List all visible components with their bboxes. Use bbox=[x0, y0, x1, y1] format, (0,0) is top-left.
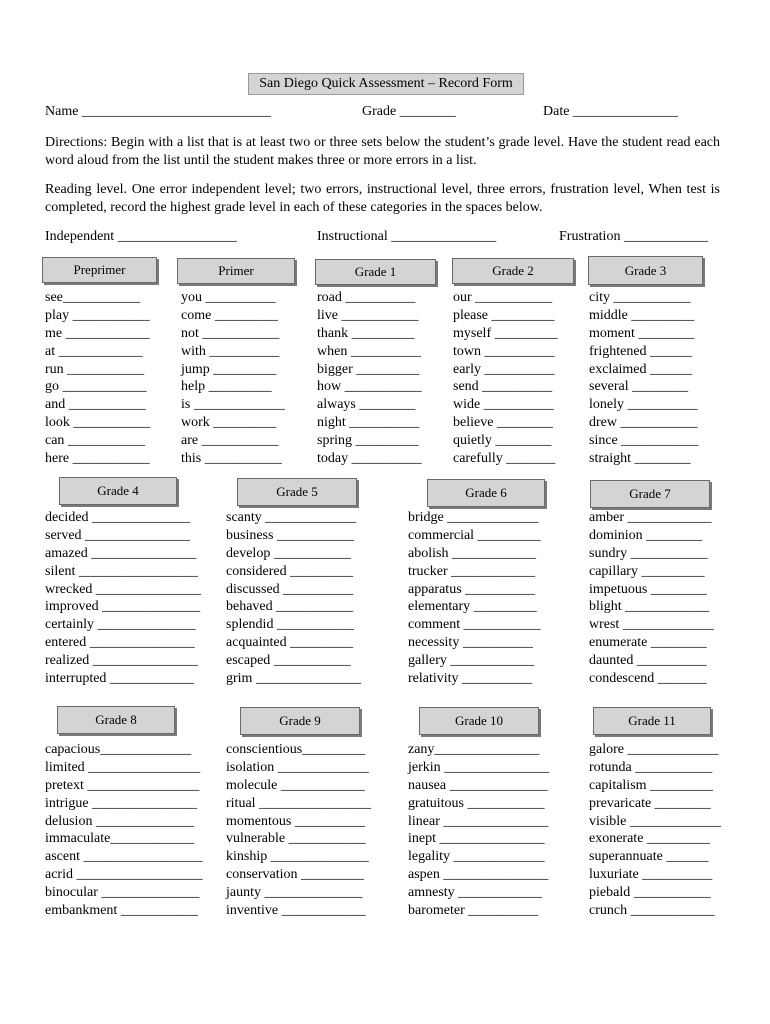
word-item[interactable]: linear _______________ bbox=[408, 813, 549, 829]
word-list-grade-9 bbox=[226, 741, 371, 920]
word-item[interactable]: work _________ bbox=[181, 415, 277, 431]
list-label-preprimer: Preprimer bbox=[42, 257, 157, 283]
grade-field[interactable]: Grade ________ bbox=[362, 104, 456, 119]
word-item[interactable]: gallery ____________ bbox=[408, 653, 535, 669]
word-item[interactable]: dominion ________ bbox=[589, 527, 703, 543]
word-item[interactable]: go ____________ bbox=[45, 379, 147, 395]
independent-field[interactable]: Independent _________________ bbox=[45, 229, 237, 244]
word-item[interactable]: acquainted _________ bbox=[226, 635, 354, 651]
word-item[interactable]: binocular ______________ bbox=[45, 885, 200, 901]
word-item[interactable]: inventive ____________ bbox=[226, 903, 366, 919]
word-item[interactable]: momentous __________ bbox=[226, 813, 365, 829]
word-item[interactable]: discussed __________ bbox=[226, 581, 354, 597]
list-label-grade-3: Grade 3 bbox=[588, 256, 703, 285]
word-item[interactable]: visible _____________ bbox=[589, 813, 721, 829]
word-item[interactable]: condescend _______ bbox=[589, 671, 707, 687]
word-item[interactable]: limited ________________ bbox=[45, 759, 201, 775]
word-item[interactable]: spring _________ bbox=[317, 433, 419, 449]
word-item[interactable]: nausea ______________ bbox=[408, 777, 548, 793]
word-item[interactable]: trucker ____________ bbox=[408, 563, 536, 579]
list-label-grade-10: Grade 10 bbox=[419, 707, 539, 735]
word-item[interactable]: can ___________ bbox=[45, 433, 145, 449]
word-item[interactable]: myself _________ bbox=[453, 325, 558, 341]
word-item[interactable]: live ___________ bbox=[317, 307, 419, 323]
word-item[interactable]: pretext ________________ bbox=[45, 777, 200, 793]
word-item[interactable]: see___________ bbox=[45, 290, 140, 305]
list-label-primer: Primer bbox=[177, 258, 295, 284]
word-list-grade-1 bbox=[317, 289, 422, 468]
word-item[interactable]: you __________ bbox=[181, 290, 276, 305]
word-list-primer bbox=[181, 289, 285, 468]
word-item[interactable]: apparatus __________ bbox=[408, 581, 536, 597]
word-item[interactable]: when __________ bbox=[317, 343, 421, 359]
word-item[interactable]: wrecked _______________ bbox=[45, 581, 201, 597]
word-item[interactable]: interrupted ____________ bbox=[45, 671, 194, 687]
word-item[interactable]: impetuous ________ bbox=[589, 581, 707, 597]
word-item[interactable]: are ___________ bbox=[181, 433, 279, 449]
word-item[interactable]: help _________ bbox=[181, 379, 272, 395]
name-field[interactable]: Name ___________________________ bbox=[45, 104, 271, 119]
word-item[interactable]: entered _______________ bbox=[45, 635, 195, 651]
word-item[interactable]: zany_______________ bbox=[408, 742, 540, 757]
word-item[interactable]: several ________ bbox=[589, 379, 689, 395]
word-item[interactable]: since ___________ bbox=[589, 433, 699, 449]
list-label-grade-7: Grade 7 bbox=[590, 480, 710, 508]
word-item[interactable]: improved ______________ bbox=[45, 599, 201, 615]
date-field[interactable]: Date _______________ bbox=[543, 104, 678, 119]
word-item[interactable]: today __________ bbox=[317, 451, 422, 467]
word-item[interactable]: early __________ bbox=[453, 361, 555, 377]
word-item[interactable]: believe ________ bbox=[453, 415, 553, 431]
word-item[interactable]: carefully _______ bbox=[453, 451, 556, 467]
form-title: San Diego Quick Assessment – Record Form bbox=[248, 73, 524, 95]
word-item[interactable]: moment ________ bbox=[589, 325, 695, 341]
word-item[interactable]: relativity __________ bbox=[408, 671, 533, 687]
word-item[interactable]: develop ___________ bbox=[226, 545, 351, 561]
word-item[interactable]: legality _____________ bbox=[408, 849, 545, 865]
frustration-field[interactable]: Frustration ____________ bbox=[559, 229, 708, 244]
list-label-grade-4: Grade 4 bbox=[59, 477, 177, 505]
word-item[interactable]: vulnerable ___________ bbox=[226, 831, 366, 847]
word-item[interactable]: intrigue _______________ bbox=[45, 795, 198, 811]
word-item[interactable]: ritual ________________ bbox=[226, 795, 372, 811]
word-item[interactable]: elementary _________ bbox=[408, 599, 537, 615]
directions-text: Directions: Begin with a list that is at least two or three sets below the student’s grade level. Have the student read each word aloud from the list until the student makes three or more errors in a list. bbox=[45, 135, 720, 168]
word-item[interactable]: come _________ bbox=[181, 307, 278, 323]
reading-level-text: Reading level. One error independent level; two errors, instructional level, three errors, frustration level, When test is completed, record the highest grade level in each of these categories in the spaces below. bbox=[45, 182, 720, 215]
word-item[interactable]: prevaricate ________ bbox=[589, 795, 711, 811]
word-item[interactable]: amnesty ____________ bbox=[408, 885, 543, 901]
list-label-grade-9: Grade 9 bbox=[240, 707, 360, 735]
word-item[interactable]: wrest _____________ bbox=[589, 617, 714, 633]
list-label-grade-8: Grade 8 bbox=[57, 706, 175, 734]
word-item[interactable]: commercial _________ bbox=[408, 527, 541, 543]
word-item[interactable]: me ____________ bbox=[45, 325, 150, 341]
word-item[interactable]: ascent _________________ bbox=[45, 849, 203, 865]
word-item[interactable]: how ___________ bbox=[317, 379, 422, 395]
word-item[interactable]: bridge _____________ bbox=[408, 510, 539, 525]
word-item[interactable]: road __________ bbox=[317, 290, 416, 305]
word-item[interactable]: bigger _________ bbox=[317, 361, 420, 377]
word-item[interactable]: conscientious_________ bbox=[226, 742, 366, 757]
word-item[interactable]: look ___________ bbox=[45, 415, 151, 431]
list-label-grade-1: Grade 1 bbox=[315, 259, 436, 285]
word-item[interactable]: jump _________ bbox=[181, 361, 277, 377]
word-item[interactable]: jaunty ______________ bbox=[226, 885, 363, 901]
word-item[interactable]: kinship ______________ bbox=[226, 849, 369, 865]
word-item[interactable]: conservation _________ bbox=[226, 867, 365, 883]
word-item[interactable]: exonerate _________ bbox=[589, 831, 710, 847]
word-item[interactable]: aspen _______________ bbox=[408, 867, 549, 883]
word-item[interactable]: thank _________ bbox=[317, 325, 415, 341]
word-list-grade-4 bbox=[45, 509, 201, 688]
word-item[interactable]: here ___________ bbox=[45, 451, 150, 467]
word-item[interactable]: silent _________________ bbox=[45, 563, 198, 579]
word-item[interactable]: isolation _____________ bbox=[226, 759, 369, 775]
word-item[interactable]: crunch ____________ bbox=[589, 903, 715, 919]
word-list-grade-11 bbox=[589, 741, 721, 920]
word-item[interactable]: capitalism _________ bbox=[589, 777, 714, 793]
word-item[interactable]: amber ____________ bbox=[589, 510, 712, 525]
word-list-grade-8 bbox=[45, 741, 202, 920]
word-item[interactable]: drew ___________ bbox=[589, 415, 698, 431]
word-item[interactable]: at ____________ bbox=[45, 343, 143, 359]
list-label-grade-2: Grade 2 bbox=[452, 258, 574, 284]
word-item[interactable]: city ___________ bbox=[589, 290, 691, 305]
word-item[interactable]: comment ___________ bbox=[408, 617, 541, 633]
word-item[interactable]: always ________ bbox=[317, 397, 416, 413]
list-label-grade-6: Grade 6 bbox=[427, 479, 545, 507]
word-item[interactable]: night __________ bbox=[317, 415, 420, 431]
list-label-grade-5: Grade 5 bbox=[237, 478, 357, 506]
word-item[interactable]: certainly ______________ bbox=[45, 617, 196, 633]
word-item[interactable]: jerkin _______________ bbox=[408, 759, 550, 775]
word-item[interactable]: straight ________ bbox=[589, 451, 691, 467]
instructional-field[interactable]: Instructional _______________ bbox=[317, 229, 497, 244]
word-item[interactable]: inept _______________ bbox=[408, 831, 545, 847]
word-item[interactable]: decided ______________ bbox=[45, 510, 191, 525]
word-item[interactable]: scanty _____________ bbox=[226, 510, 357, 525]
word-item[interactable]: served _______________ bbox=[45, 527, 191, 543]
word-item[interactable]: capacious_____________ bbox=[45, 742, 192, 757]
word-item[interactable]: blight ____________ bbox=[589, 599, 710, 615]
word-item[interactable]: sundry ___________ bbox=[589, 545, 708, 561]
word-list-grade-10 bbox=[408, 741, 549, 920]
word-item[interactable]: embankment ___________ bbox=[45, 903, 198, 919]
word-list-grade-2 bbox=[453, 289, 558, 468]
word-item[interactable]: considered _________ bbox=[226, 563, 354, 579]
word-item[interactable]: abolish ____________ bbox=[408, 545, 536, 561]
word-item[interactable]: rotunda ___________ bbox=[589, 759, 713, 775]
word-item[interactable]: not ___________ bbox=[181, 325, 280, 341]
word-item[interactable]: wide __________ bbox=[453, 397, 554, 413]
word-item[interactable]: behaved ___________ bbox=[226, 599, 354, 615]
word-item[interactable]: capillary _________ bbox=[589, 563, 705, 579]
word-list-grade-6 bbox=[408, 509, 541, 688]
word-item[interactable]: gratuitous ___________ bbox=[408, 795, 545, 811]
word-item[interactable]: grim _______________ bbox=[226, 671, 361, 687]
word-item[interactable]: our ___________ bbox=[453, 290, 553, 305]
word-list-grade-3 bbox=[589, 289, 698, 468]
word-item[interactable]: business ___________ bbox=[226, 527, 354, 543]
word-item[interactable]: piebald ___________ bbox=[589, 885, 711, 901]
word-item[interactable]: frightened ______ bbox=[589, 343, 693, 359]
word-item[interactable]: please _________ bbox=[453, 307, 555, 323]
word-item[interactable]: this ___________ bbox=[181, 451, 282, 467]
word-list-grade-5 bbox=[226, 509, 361, 688]
word-item[interactable]: quietly ________ bbox=[453, 433, 552, 449]
word-item[interactable]: amazed _______________ bbox=[45, 545, 197, 561]
word-item[interactable]: is _____________ bbox=[181, 397, 285, 413]
word-list-preprimer bbox=[45, 289, 150, 468]
word-item[interactable]: escaped ___________ bbox=[226, 653, 351, 669]
word-item[interactable]: barometer __________ bbox=[408, 903, 539, 919]
word-item[interactable]: exclaimed ______ bbox=[589, 361, 693, 377]
list-label-grade-11: Grade 11 bbox=[593, 707, 711, 735]
word-item[interactable]: enumerate ________ bbox=[589, 635, 707, 651]
word-item[interactable]: send __________ bbox=[453, 379, 553, 395]
word-item[interactable]: delusion ______________ bbox=[45, 813, 194, 829]
word-list-grade-7 bbox=[589, 509, 714, 688]
word-item[interactable]: acrid __________________ bbox=[45, 867, 203, 883]
word-item[interactable]: run ___________ bbox=[45, 361, 145, 377]
word-item[interactable]: realized _______________ bbox=[45, 653, 198, 669]
word-item[interactable]: with __________ bbox=[181, 343, 280, 359]
word-item[interactable]: luxuriate __________ bbox=[589, 867, 713, 883]
word-item[interactable]: town __________ bbox=[453, 343, 555, 359]
word-item[interactable]: play ___________ bbox=[45, 307, 150, 323]
word-item[interactable]: and ___________ bbox=[45, 397, 146, 413]
word-item[interactable]: superannuate ______ bbox=[589, 849, 709, 865]
word-item[interactable]: splendid ___________ bbox=[226, 617, 354, 633]
word-item[interactable]: molecule ____________ bbox=[226, 777, 365, 793]
word-item[interactable]: necessity __________ bbox=[408, 635, 533, 651]
word-item[interactable]: lonely __________ bbox=[589, 397, 698, 413]
word-item[interactable]: daunted __________ bbox=[589, 653, 707, 669]
word-item[interactable]: galore _____________ bbox=[589, 742, 719, 757]
word-item[interactable]: middle _________ bbox=[589, 307, 695, 323]
word-item[interactable]: immaculate____________ bbox=[45, 831, 195, 847]
